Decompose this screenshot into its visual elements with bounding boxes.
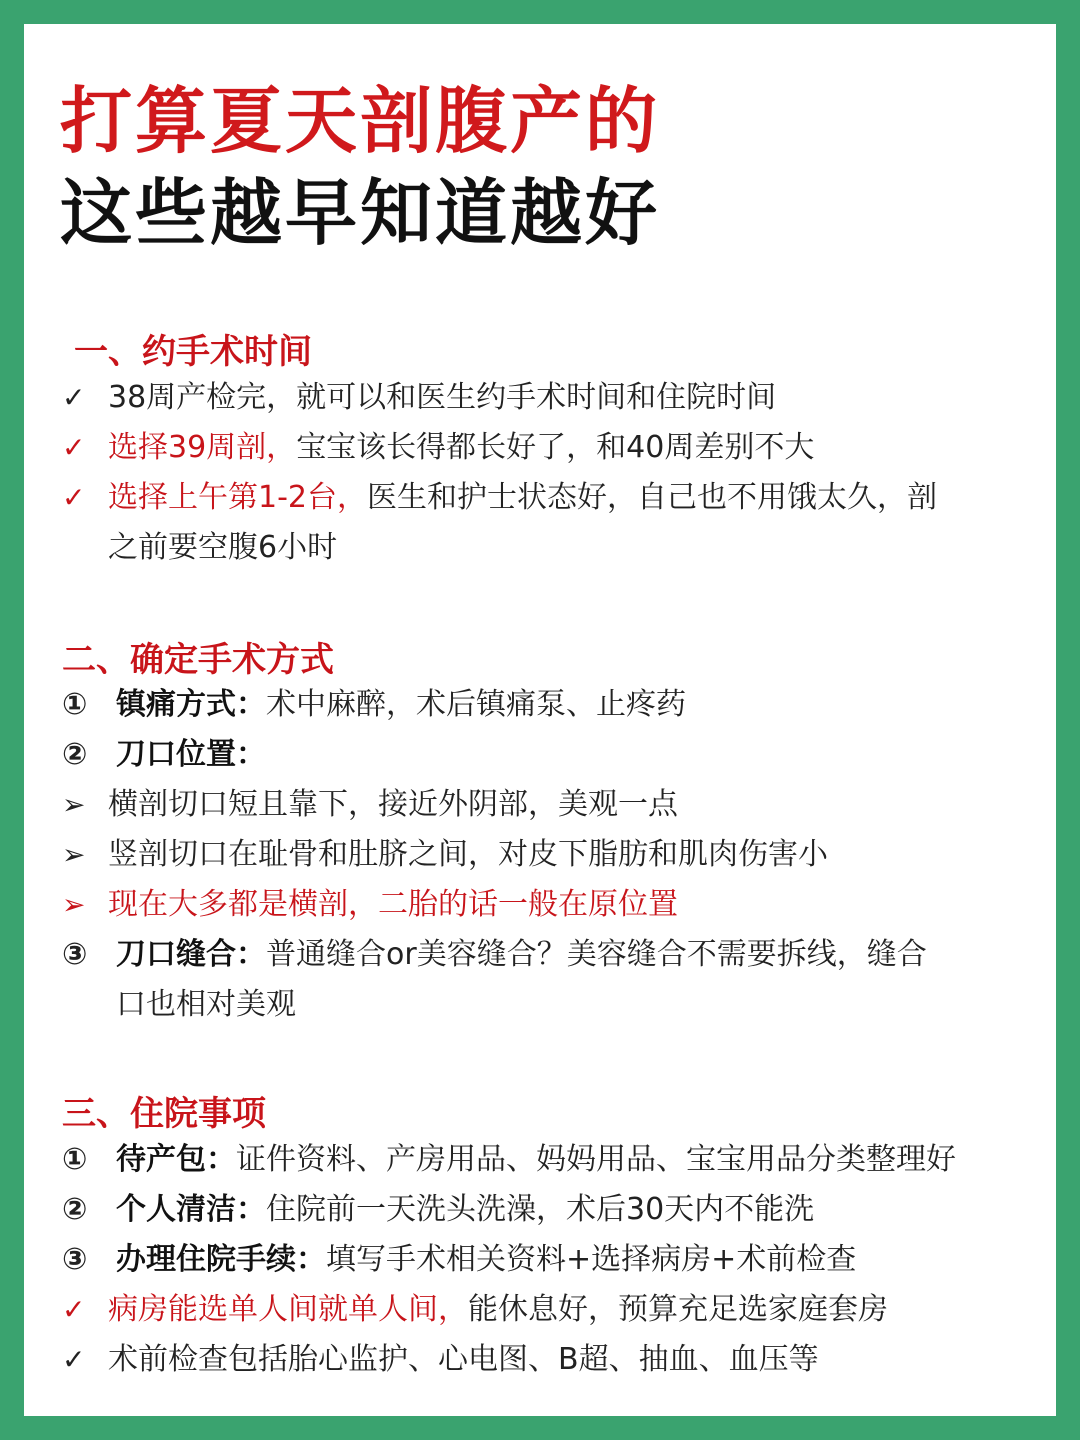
item-text: 竖剖切口在耻骨和肚脐之间，对皮下脂肪和肌肉伤害小: [108, 837, 828, 872]
item-text: 横剖切口短且靠下，接近外阴部，美观一点: [108, 787, 678, 822]
list-item: [62, 423, 814, 473]
check-icon: ✓: [62, 481, 86, 514]
section-3-title: 三、住院事项: [62, 1094, 266, 1134]
item-text: 普通缝合or美容缝合？美容缝合不需要拆线，缝合: [266, 937, 927, 972]
check-icon: ✓: [62, 381, 86, 414]
item-continuation: 口也相对美观: [116, 987, 296, 1022]
number-badge: ①: [62, 1142, 88, 1177]
list-item: [62, 730, 266, 780]
item-text: 术前检查包括胎心监护、心电图、B超、抽血、血压等: [108, 1342, 819, 1377]
item-label: 镇痛方式：: [116, 687, 266, 722]
item-text: 住院前一天洗头洗澡，术后30天内不能洗: [266, 1192, 815, 1227]
list-item: [62, 930, 927, 980]
list-item: [62, 880, 678, 930]
item-label: 刀口缝合：: [116, 937, 266, 972]
number-badge: ③: [62, 1242, 88, 1277]
list-item: [62, 1235, 856, 1285]
arrow-icon: ➢: [62, 838, 86, 871]
highlight-text: 现在大多都是横剖，二胎的话一般在原位置: [108, 887, 678, 922]
highlight-text: 病房能选单人间就单人间，: [108, 1292, 468, 1327]
item-label: 刀口位置：: [116, 737, 266, 772]
item-text: 术中麻醉，术后镇痛泵、止疼药: [266, 687, 686, 722]
arrow-icon: ➢: [62, 788, 86, 821]
arrow-icon: ➢: [62, 888, 86, 921]
title-line-1: 打算夏天剖腹产的: [60, 79, 661, 163]
check-icon: ✓: [62, 1293, 86, 1326]
number-badge: ③: [62, 937, 88, 972]
item-text: 宝宝该长得都长好了，和40周差别不大: [296, 430, 815, 465]
item-text: 填写手术相关资料+选择病房+术前检查: [326, 1242, 857, 1277]
section-2-title: 二、确定手术方式: [62, 640, 334, 680]
number-badge: ②: [62, 1192, 88, 1227]
check-icon: ✓: [62, 431, 86, 464]
item-text: 38周产检完，就可以和医生约手术时间和住院时间: [108, 380, 777, 415]
list-item: [62, 780, 678, 830]
item-text: 医生和护士状态好，自己也不用饿太久，剖: [367, 480, 937, 515]
list-item: [62, 1335, 819, 1385]
number-badge: ②: [62, 737, 88, 772]
section-1-title: 一、约手术时间: [74, 332, 312, 372]
list-item: [62, 680, 686, 730]
list-item: [62, 1285, 888, 1335]
item-label: 办理住院手续：: [116, 1242, 326, 1277]
list-item: [62, 1135, 956, 1185]
list-item: [62, 473, 937, 523]
check-icon: ✓: [62, 1343, 86, 1376]
list-item: [62, 830, 828, 880]
item-text: 能休息好，预算充足选家庭套房: [468, 1292, 888, 1327]
item-text: 证件资料、产房用品、妈妈用品、宝宝用品分类整理好: [236, 1142, 956, 1177]
highlight-text: 选择上午第1-2台，: [108, 480, 367, 515]
title-line-2: 这些越早知道越好: [60, 171, 661, 255]
content-card: [24, 24, 1056, 1416]
list-item: [62, 1185, 814, 1235]
item-label: 待产包：: [116, 1142, 236, 1177]
number-badge: ①: [62, 687, 88, 722]
highlight-text: 选择39周剖，: [108, 430, 297, 465]
item-label: 个人清洁：: [116, 1192, 266, 1227]
list-item: [62, 373, 776, 423]
item-continuation: 之前要空腹6小时: [108, 530, 338, 565]
